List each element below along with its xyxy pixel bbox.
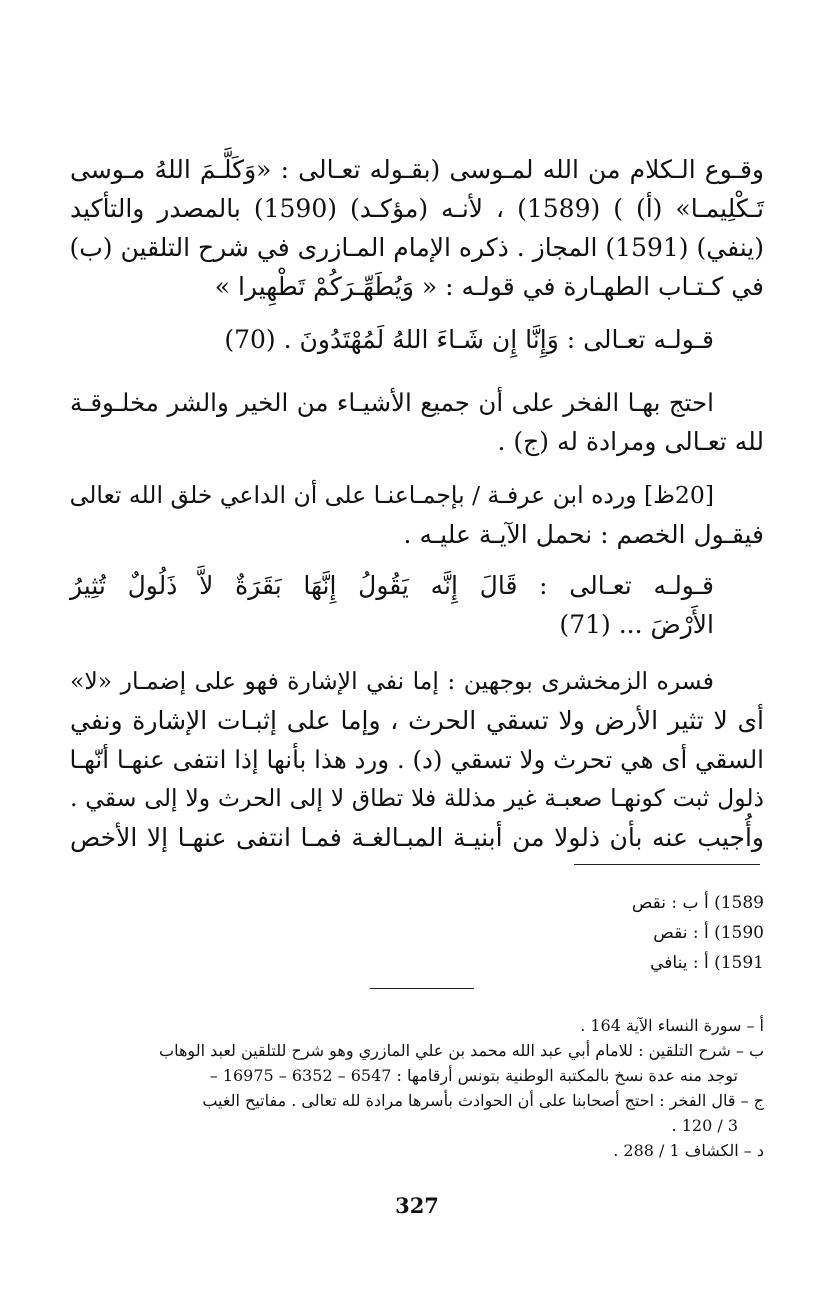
text-line: احتج بهـا الفخر على أن جميع الأشيـاء من الخير والشر مخلـوقـة — [70, 388, 714, 417]
footnote-item: ب – شرح التلقين : للامام أبي عبد الله محمد بن علي المازري وهو شرح للتلقين لعبد الوهاب — [159, 1041, 764, 1060]
text-line: قـولـه تعـالى : وَإِنَّا إِن شَـاءَ اللهُ لَمُهْتَدُونَ . (70) — [224, 325, 714, 354]
text-line: فسره الزمخشرى بوجهين : إما نفي الإشارة فهو على إضمـار «لا» — [70, 667, 714, 695]
text-line: فيقـول الخصم : نحمل الآيـة عليـه . — [403, 520, 764, 549]
text-line: في كـتـاب الطهـارة في قولـه : « وَيُطَهِّـرَكُمْ تَطْهِيرا » — [214, 272, 764, 301]
text-line: قـولـه تعـالى : قَالَ إِنَّه يَقُولُ إِنَّهَا بَقَرَةٌ لاَّ ذَلُولٌ تُثِيرُ — [70, 571, 714, 600]
footnote-separator — [370, 988, 474, 989]
text-line: السقي أى هي تحرث ولا تسقي (د) . ورد هذا بأنها إذا انتفى عنهـا أنّهـا — [69, 745, 764, 774]
footnote-item: 3 / 120 . — [671, 1116, 738, 1135]
source-footnotes — [70, 1013, 764, 1163]
footnote-item: توجد منه عدة نسخ بالمكتبة الوطنية بتونس أرقامها : 6547 – 6352 – 16975 – — [209, 1066, 738, 1085]
text-line: [20ظ] ورده ابن عرفـة / بإجمـاعنـا على أن الداعي خلق الله تعالى — [69, 481, 714, 509]
paragraph-verse-71 — [70, 566, 764, 644]
paragraph-fakhr-argument — [70, 383, 764, 461]
paragraph-zamakhshari — [70, 662, 764, 857]
footnote-item: أ – سورة النساء الآية 164 . — [580, 1016, 764, 1035]
text-line: (ينفي) (1591) المجاز . ذكره الإمام المـازرى في شرح التلقين (ب) — [69, 233, 764, 262]
footnote-item: د – الكشاف 1 / 288 . — [613, 1141, 764, 1160]
footnote-item: 1589) أ ب : نقص — [631, 893, 764, 913]
page-number: 327 — [395, 1193, 439, 1218]
variant-footnotes — [632, 888, 764, 978]
paragraph-ibn-arafa — [70, 476, 764, 554]
text-line: تَـكْلِيمـا» (أ) ) (1589) ، لأنـه (مؤكـد) (1590) بالمصدر والتأكيد — [70, 194, 764, 223]
text-line: أى لا تثير الأرض ولا تسقي الحرث ، وإما على إثبـات الإشارة ونفي — [70, 706, 764, 735]
footnote-item: 1590) أ : نقص — [653, 923, 764, 943]
text-line: وقـوع الـكلام من الله لمـوسى (بقـوله تعـالى : «وَكَلَّـمَ اللهُ مـوسى — [70, 155, 764, 184]
text-line: ذلول ثبت كونهـا صعبـة غير مذللة فلا تطاق لا إلى الحرث ولا إلى سقي . — [70, 784, 764, 812]
text-line: وأُجيب عنه بأن ذلولا من أبنيـة المبـالغـة فمـا انتفى عنهـا إلا الأخص — [70, 823, 764, 852]
paragraph-speech-of-god — [70, 150, 764, 306]
text-line: الأَرْضَ ... (71) — [559, 610, 714, 639]
footnote-item: 1591) أ : ينافي — [650, 953, 764, 973]
text-line: لله تعـالى ومرادة له (ج) . — [497, 427, 764, 456]
footnote-item: ج – قال الفخر : احتج أصحابنا على أن الحوادث بأسرها مرادة لله تعالى . مفاتيح الغيب — [202, 1091, 764, 1110]
footnote-separator — [574, 864, 760, 865]
paragraph-verse-70 — [70, 320, 764, 359]
